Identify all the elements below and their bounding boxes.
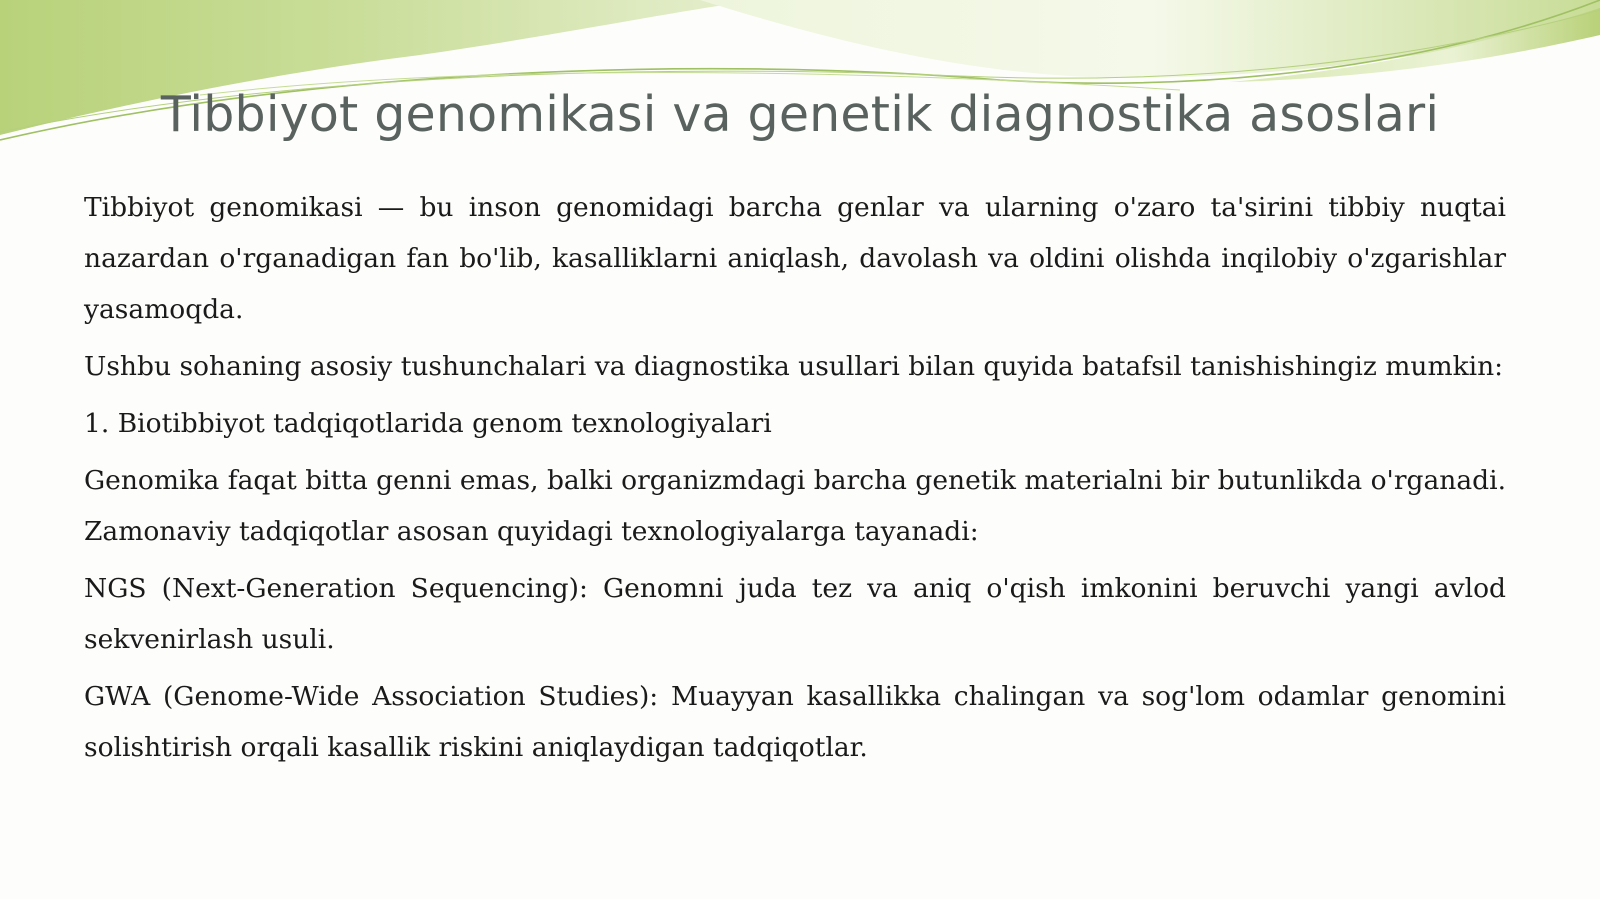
paragraph-overview: Ushbu sohaning asosiy tushunchalari va diagnostika usullari bilan quyida batafsil tanishishingiz mumkin: [84,351,1504,382]
paragraph-genomics: Genomika faqat bitta genni emas, balki organizmdagi barcha genetik materialni bir butunlikda o'rganadi. Zamonaviy tadqiqotlar asosan quyidagi texnologiyalarga tayanadi: [84,465,1506,547]
paragraph-ngs: NGS (Next-Generation Sequencing): Genomni juda tez va aniq o'qish imkonini beruvchi yangi avlod sekvenirlash usuli. [84,573,1506,655]
slide-title: Tibbiyot genomikasi va genetik diagnostika asoslari [160,86,1440,143]
section-heading: 1. Biotibbiyot tadqiqotlarida genom texnologiyalari [84,408,772,439]
slide-body [84,182,1506,779]
paragraph-gwa: GWA (Genome-Wide Association Studies): Muayyan kasallikka chalingan va sog'lom odamlar genomini solishtirish orqali kasallik riskini aniqlaydigan tadqiqotlar. [84,681,1506,763]
paragraph-intro: Tibbiyot genomikasi — bu inson genomidagi barcha genlar va ularning o'zaro ta'sirini tibbiy nuqtai nazardan o'rganadigan fan bo'lib, kasalliklarni aniqlash, davolash va oldini olishda inqilobiy o'zgarishlar yasamoqda. [84,192,1506,325]
